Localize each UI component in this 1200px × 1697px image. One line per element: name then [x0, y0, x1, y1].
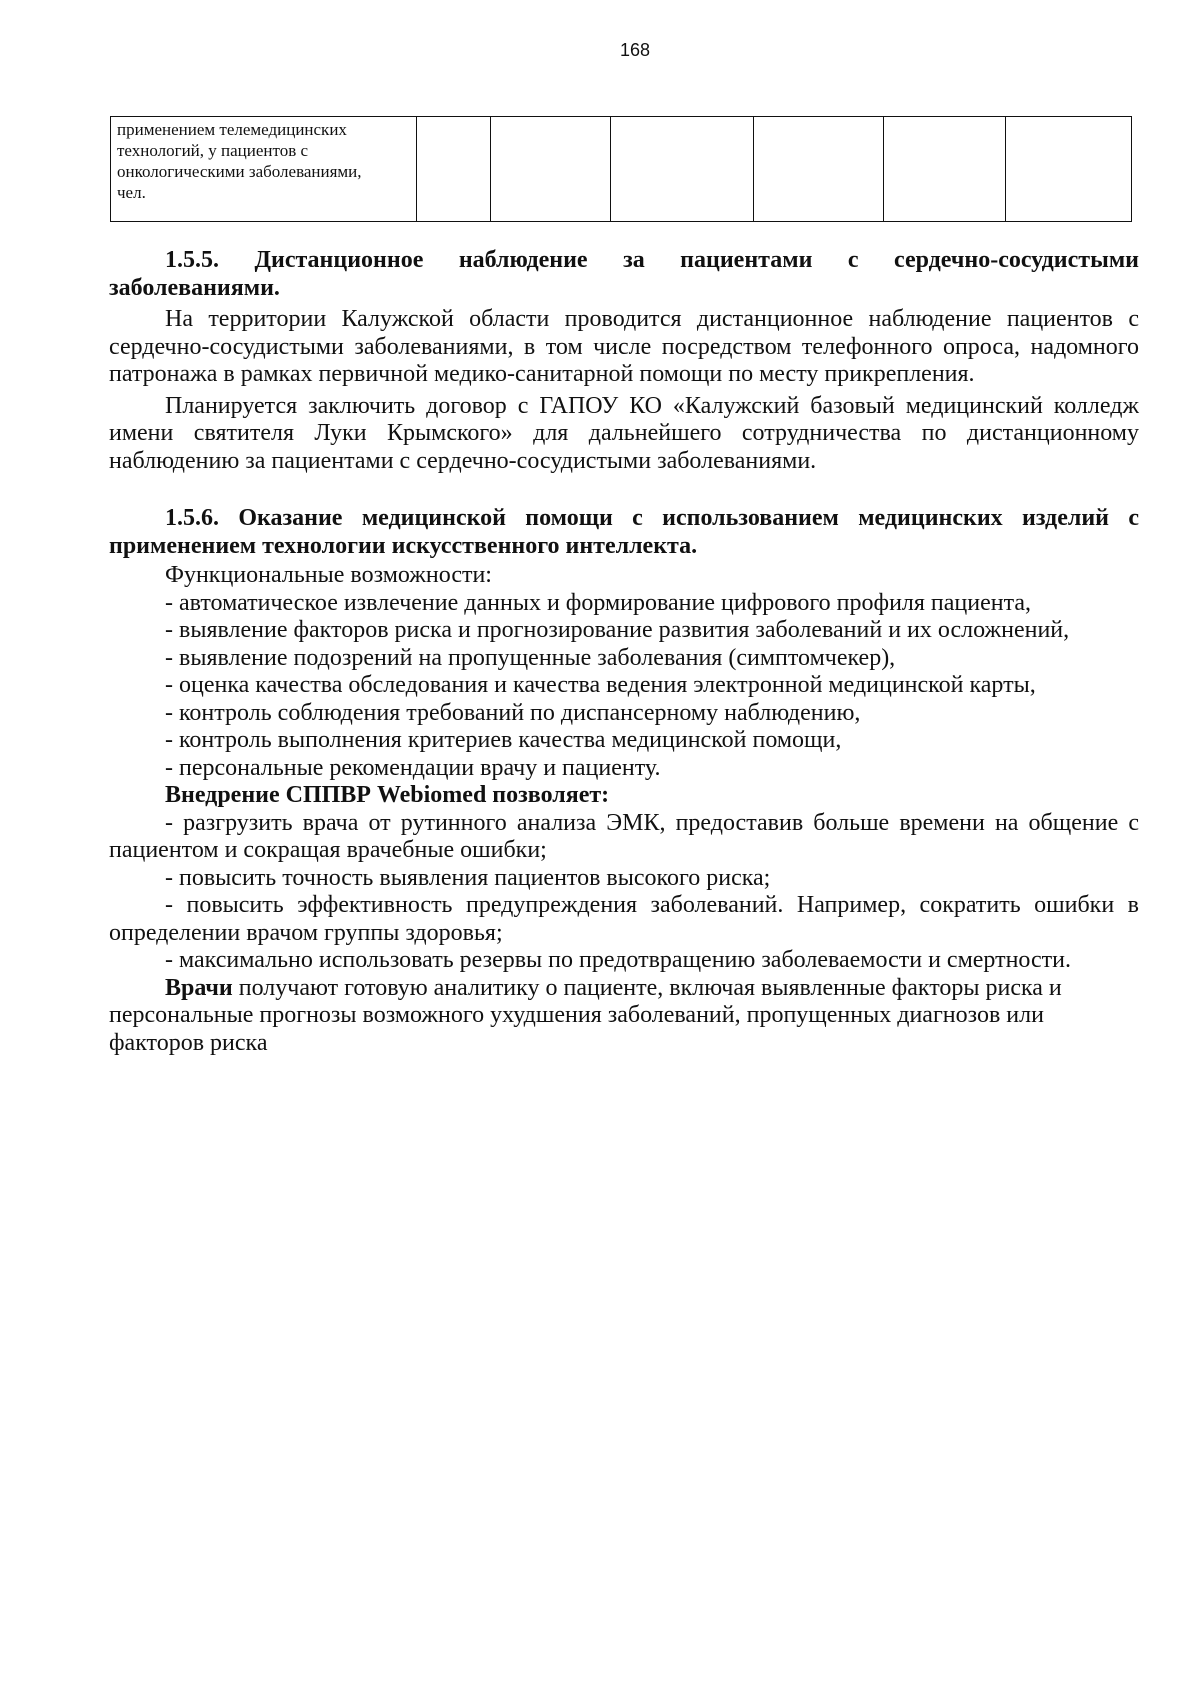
document-body	[109, 247, 1139, 1057]
continuation-table	[110, 116, 1132, 222]
cell-line: онкологическими заболеваниями,	[117, 162, 362, 181]
table-cell-empty	[884, 117, 1006, 222]
doctors-label: Врачи	[165, 974, 233, 1001]
paragraph: Планируется заключить договор с ГАПОУ КО «Калужский базовый медицинский колледж имени святителя Луки Крымского» для дальнейшего сотрудничества по дистанционному наблюдению за пациентами с сердечно-сосудистыми заболеваниями.	[109, 392, 1139, 474]
paragraph: На территории Калужской области проводится дистанционное наблюдение пациентов с сердечно-сосудистыми заболеваниями, в том числе посредством телефонного опроса, надомного патронажа в рамках первичной медико-санитарной помощи по месту прикрепления.	[109, 306, 1139, 387]
list-item: - повысить точность выявления пациентов высокого риска;	[165, 864, 771, 891]
section-heading-1-5-6: 1.5.6. Оказание медицинской помощи с использованием медицинских изделий с применением технологии искусственного интеллекта.	[109, 505, 1139, 559]
benefits-intro: Внедрение СППВР Webiomed позволяет:	[165, 782, 610, 808]
cell-line: чел.	[117, 183, 146, 202]
list-item: - выявление подозрений на пропущенные заболевания (симптомчекер),	[165, 644, 896, 671]
list-item: - оценка качества обследования и качества ведения электронной медицинской карты,	[165, 672, 1036, 698]
table-cell-empty	[753, 117, 883, 222]
list-item: - контроль соблюдения требований по диспансерному наблюдению,	[165, 699, 861, 726]
list-item: - повысить эффективность предупреждения заболеваний. Например, сократить ошибки в определении врачом группы здоровья;	[109, 892, 1139, 946]
list-item: - персональные рекомендации врачу и пациенту.	[165, 754, 661, 781]
list-item: - контроль выполнения критериев качества медицинской помощи,	[165, 727, 842, 753]
table-cell-empty	[610, 117, 753, 222]
page-number: 168	[619, 40, 651, 60]
cell-line: технологий, у пациентов с	[117, 141, 309, 160]
features-intro: Функциональные возможности:	[165, 562, 492, 588]
table-cell-empty	[491, 117, 610, 222]
table-cell-empty	[1005, 117, 1131, 222]
list-item: - автоматическое извлечение данных и формирование цифрового профиля пациента,	[165, 589, 1032, 616]
cell-line: применением телемедицинских	[117, 120, 347, 139]
list-item: - максимально использовать резервы по предотвращению заболеваемости и смертности.	[165, 947, 1071, 973]
doctors-paragraph	[109, 975, 1139, 1058]
table-cell-indicator	[111, 117, 417, 222]
list-item: - выявление факторов риска и прогнозирование развития заболеваний и их осложнений,	[165, 617, 1070, 643]
table-row	[111, 117, 1132, 222]
table-cell-empty	[417, 117, 491, 222]
list-item: - разгрузить врача от рутинного анализа ЭМК, предоставив больше времени на общение с пациентом и сокращая врачебные ошибки;	[109, 809, 1139, 863]
doctors-text: получают готовую аналитику о пациенте, включая выявленные факторы риска и персональные прогнозы возможного ухудшения заболеваний, пропущенных диагнозов или факторов риска	[109, 974, 1062, 1056]
section-heading-1-5-5: 1.5.5. Дистанционное наблюдение за пациентами с сердечно-сосудистыми заболеваниями.	[109, 247, 1139, 301]
